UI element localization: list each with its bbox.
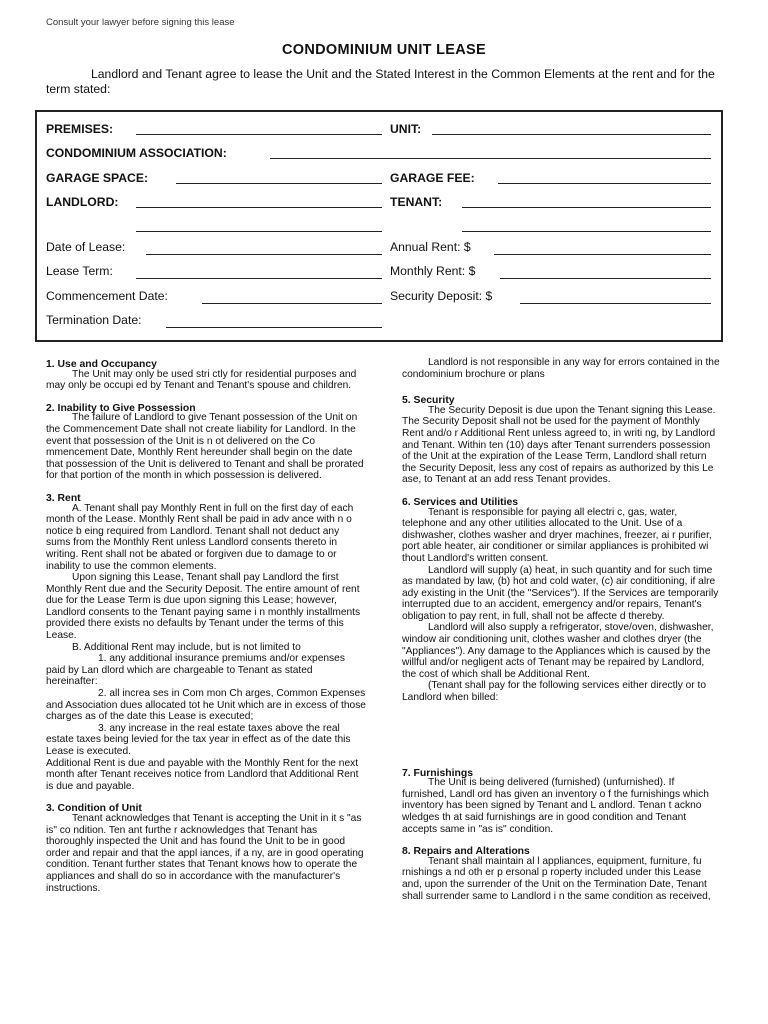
unit-field[interactable] (432, 134, 711, 135)
section-7-body: The Unit is being delivered (furnished) (unfurnished). If furnished, Landl ord has given an inventory o f the furnishings which inventory has been signed by Tenant and L andlord. Tenan t ackno wledges th at said furnishings are in good condition and Tenant accepts same in "as is" condition. (402, 777, 709, 835)
intro-paragraph: Landlord and Tenant agree to lease the Unit and the Stated Interest in the Common Elements at the rent and for the term stated: (46, 67, 715, 96)
section-1-body: The Unit may only be used stri ctly for residential purposes and may only be occupi ed by Tenant and Tenant's spouse and children. (46, 368, 357, 392)
section-6-para-a: Tenant is responsible for paying all electri c, gas, water, telephone and any other utilities allocated to the Unit. Use of a dishwasher, clothes washer and dryer machines, freezer, ai r purifier, port able heater, air conditioner or similar appliances is prohibited wi thout Landlord's written consent. (402, 506, 712, 564)
lease-term-row (46, 264, 113, 278)
section-6-para-d: (Tenant shall pay for the following services either directly or to Landlord when billed: (402, 680, 707, 704)
termination-row (46, 313, 142, 327)
security-deposit-row (390, 289, 492, 303)
lawyer-note: Consult your lawyer before signing this lease (46, 17, 235, 28)
tenant-field[interactable] (462, 207, 711, 208)
section-4-heading: 3. Condition of Unit (46, 803, 142, 815)
unit-row (390, 122, 421, 136)
section-3-para-a: A. Tenant shall pay Monthly Rent in full on the first day of each month of the Lease. Monthly Rent shall be paid in adv ance with n o notice b eing required from Landlord. Tenant shall not deduct any sums from the Monthly Rent unless Landlord consents thereto in writing. Rent shall not be abated or forgiven due to damage to or inability to use the common elements. (46, 502, 354, 572)
lease-term-field[interactable] (136, 278, 382, 279)
premises-label: PREMISES: (46, 122, 114, 136)
section-3-para-b: Upon signing this Lease, Tenant shall pay Landlord the first Monthly Rent due and the Security Deposit. The entire amount of rent due for the Lease Term is due upon signing this Lease; however, Landlord consents to the Tenant paying same i n monthly installments provided there exists no defaults by Tenant under the terms of this Lease. (46, 572, 361, 642)
commencement-label: Commencement Date: (46, 289, 168, 303)
garage-fee-field[interactable] (498, 183, 711, 184)
premises-row (46, 122, 113, 136)
section-3-item-2: 2. all increa ses in Com mon Ch arges, Common Expenses and Association dues allocated tot he Unit which are in excess of those charges as of the date this Lease is executed; (46, 688, 366, 723)
garage-space-label: GARAGE SPACE: (46, 171, 149, 185)
annual-rent-row (390, 240, 471, 254)
annual-rent-field[interactable] (494, 254, 711, 255)
section-8-body: Tenant shall maintain al l appliances, equipment, furniture, fu rnishings a nd oth er p ersonal p roperty included under this Lease and, upon the surrender of the Unit on the Termination Date, Tenant shall surrender same to Landlord i n the same condition as received, (402, 855, 711, 902)
tenant-field-line-2[interactable] (462, 231, 711, 232)
association-row (46, 146, 227, 160)
section-3-heading: 3. Rent (46, 492, 81, 504)
association-label: CONDOMINIUM ASSOCIATION: (46, 146, 227, 160)
section-5-heading: 5. Security (402, 395, 455, 407)
landlord-field-line-2[interactable] (136, 231, 382, 232)
section-2-heading: 2. Inability to Give Possession (46, 402, 196, 414)
section-3-item-1: 1. any additional insurance premiums and/or expenses paid by Lan dlord which are chargeable to Tenant as stated hereinafter: (46, 653, 345, 688)
section-7-heading: 7. Furnishings (402, 767, 474, 779)
unit-label: UNIT: (390, 122, 422, 136)
section-1-heading: 1. Use and Occupancy (46, 359, 157, 370)
section-3-para-d: Additional Rent is due and payable with the Monthly Rent for the next month after Tenant receives notice from Landlord that Additional Rent is due and payable. (46, 757, 359, 792)
security-deposit-label: Security Deposit: $ (390, 289, 493, 303)
section-2-body: The failure of Landlord to give Tenant possession of the Unit on the Commencement Date shall not create liability for Landlord. In the event that possession of the Unit is n ot delivered on the Co mmencement Date, Monthly Rent hereunder shall begin on the date that possession of the Unit is delivered to Tenant and shall be prorated for that portion of the month in which possession is delivered. (46, 412, 364, 482)
section-6-para-c: Landlord will also supply a refrigerator, stove/oven, dishwasher, window air conditioning unit, clothes washer and clothes dryer (the "Appliances"). Any damage to the Appliances which is caused by the willful and/or negligent acts of Tenant may be repaired by Landlord, the cost of which shall be Additional Rent. (402, 622, 714, 680)
section-6-heading: 6. Services and Utilities (402, 496, 519, 508)
garage-fee-row (390, 171, 475, 185)
section-5-body: The Security Deposit is due upon the Tenant signing this Lease. The Security Deposit shall not be used for the payment of Monthly Rent and/o r Additional Rent unless agreed to, in writi ng, by Landlord and Tenant. Within ten (10) days after Tenant surrenders possession of the Unit at the expiration of the Lease Term, Landlord shall return the Security Deposit, less any cost of repairs as authorized by this Le ase, to Tenant at an add ress Tenant provides. (402, 404, 716, 486)
date-of-lease-field[interactable] (146, 254, 382, 255)
annual-rent-label: Annual Rent: $ (390, 240, 471, 254)
landlord-label: LANDLORD: (46, 195, 119, 209)
section-3-item-3: 3. any increase in the real estate taxes above the real estate taxes being levied for the tax year in effect as of the date this Lease is executed. (46, 722, 351, 757)
tenant-label: TENANT: (390, 195, 443, 209)
brochure-disclaimer: Landlord is not responsible in any way for errors contained in the condominium brochure or plans (402, 357, 720, 380)
commencement-row (46, 289, 168, 303)
termination-label: Termination Date: (46, 313, 142, 327)
left-column (46, 359, 366, 894)
garage-space-row (46, 171, 148, 185)
premises-field[interactable] (136, 134, 382, 135)
lease-term-label: Lease Term: (46, 264, 113, 278)
landlord-field[interactable] (136, 207, 382, 208)
garage-fee-label: GARAGE FEE: (390, 171, 475, 185)
monthly-rent-row (390, 264, 475, 278)
section-6-para-b: Landlord will supply (a) heat, in such quantity and for such time as mandated by law, (b) hot and cold water, (c) air conditioning, if alre ady existing in the Unit (the "Services"). If the Services are temporarily interrupted due to an accident, emergency and/or repairs, Tenant's obligation to pay rent, in full, shall not be affecte d thereby. (402, 564, 719, 622)
garage-space-field[interactable] (176, 183, 382, 184)
date-of-lease-label: Date of Lease: (46, 240, 126, 254)
security-deposit-field[interactable] (520, 303, 711, 304)
termination-field[interactable] (166, 327, 382, 328)
commencement-field[interactable] (202, 303, 382, 304)
section-8-heading: 8. Repairs and Alterations (402, 846, 530, 858)
landlord-row (46, 195, 118, 209)
right-column (402, 357, 720, 902)
document-title: CONDOMINIUM UNIT LEASE (282, 42, 486, 58)
tenant-row (390, 195, 442, 209)
lease-info-box (35, 110, 723, 342)
monthly-rent-label: Monthly Rent: $ (390, 264, 476, 278)
section-3-para-c: B. Additional Rent may include, but is not limited to (72, 641, 301, 653)
association-field[interactable] (270, 158, 711, 159)
monthly-rent-field[interactable] (500, 278, 711, 279)
section-4-body: Tenant acknowledges that Tenant is accepting the Unit in it s "as is" co ndition. Ten ant furthe r acknowledges that Tenant has thoroughly inspected the Unit and has found the Unit to be in good order and repair and that the appl iances, if a ny, are in good operating condition. Tenant further states that Tenant knows how to operate the appliances and shall do so in accordance with the manufacturer's instructions. (46, 812, 364, 894)
date-of-lease-row (46, 240, 125, 254)
